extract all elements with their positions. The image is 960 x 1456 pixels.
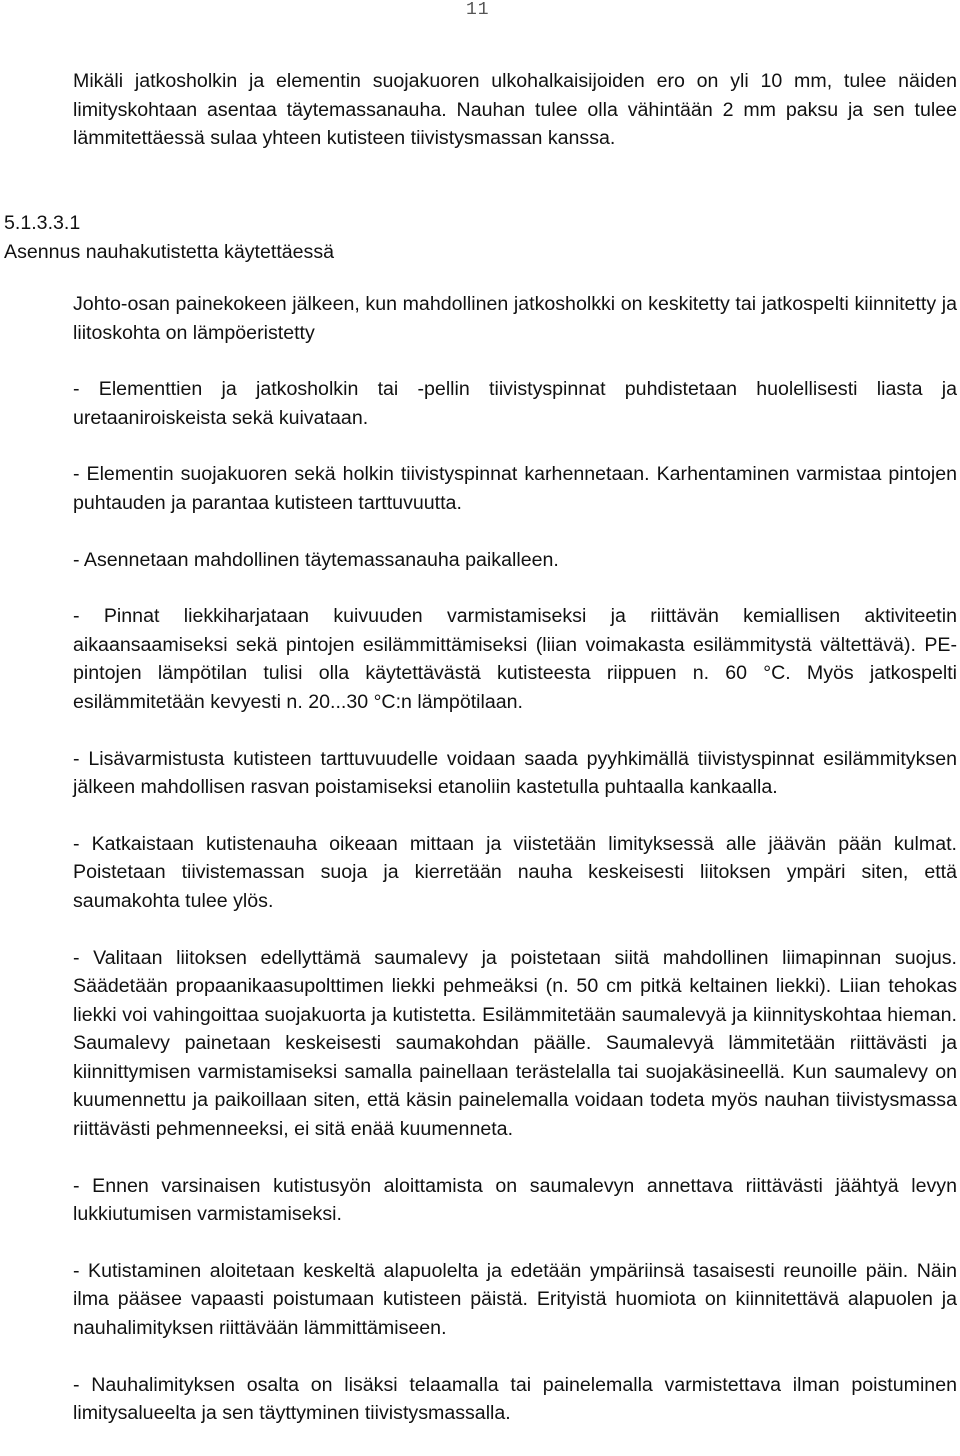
paragraph-step-ethanol-wipe: - Lisävarmistusta kutisteen tarttuvuudelle voidaan saada pyyhkimällä tiivistyspinnat esilämmityksen jälkeen mahdollisen rasvan poistamiseksi etanoliin kastetulla puhtaalla kankaalla. [73,747,957,799]
paragraph-step-overlap-roll: - Nauhalimityksen osalta on lisäksi telaamalla tai painelemalla varmistettava ilman poistuminen limitysalueelta ja sen täyttyminen tiivistysmassalla. [73,1373,957,1425]
paragraph-step-seam-plate: - Valitaan liitoksen edellyttämä saumalevy ja poistetaan siitä mahdollinen liimapinnan suojus. Säädetään propaanikaasupolttimen liekki pehmeäksi (n. 50 cm pitkä keltainen liekki). Liian tehokas liekki voi vahingoittaa suojakuorta ja kutistetta. Esilämmitetään saumalevyä ja kiinnityskohtaa hieman. Saumalevy painetaan keskeisesti saumakohdan päälle. Saumalevyä lämmitetään riittävästi ja kiinnittymisen varmistamiseksi samalla painellaan terästelalla tai suojakäsineellä. Kun saumalevy on kuumennettu ja paikoillaan siten, että käsin painelemalla voidaan todeta myös nauhan tiivistysmassa riittävästi pehmenneeksi, ei sitä enää kuumenneta. [73,946,957,1141]
paragraph-step-shrinking: - Kutistaminen aloitetaan keskeltä alapuolelta ja edetään ympäriinsä tasaisesti reunoille päin. Näin ilma pääsee vapaasti poistumaan kutisteen päistä. Erityistä huomiota on kiinnitettävä alapuolen ja nauhalimityksen riittävään lämmittämiseen. [73,1259,957,1340]
intro-paragraph: Mikäli jatkosholkin ja elementin suojakuoren ulkohalkaisijoiden ero on yli 10 mm, tulee näiden limityskohtaan asentaa täytemassanauha. Nauhan tulee olla vähintään 2 mm paksu ja sen tulee lämmitettäessä sulaa yhteen kutisteen tiivistysmassan kanssa. [73,70,957,150]
page-number: 11 [466,0,490,20]
paragraph-step-flame-brush: - Pinnat liekkiharjataan kuivuuden varmistamiseksi ja riittävän kemiallisen aktiviteetin aikaansaamiseksi sekä pintojen esilämmittämiseksi (liian voimakasta esilämmitystä vältettävä). PE-pintojen lämpötilan tulisi olla käytettävästä kutisteesta riippuen n. 60 °C. Myös jatkospelti esilämmitetään kevyesti n. 20...30 °C:n lämpötilaan. [73,605,957,713]
section-title: Asennus nauhakutistetta käytettäessä [4,240,335,263]
paragraph-intro-condition: Johto-osan painekokeen jälkeen, kun mahdollinen jatkosholkki on keskitetty tai jatkospelti kiinnitetty ja liitoskohta on lämpöeristetty [73,293,957,344]
paragraph-step-cooling: - Ennen varsinaisen kutistusyön aloittamista on saumalevyn annettava riittävästi jäähtyä levyn lukkiutumisen varmistamiseksi. [73,1174,957,1226]
section-number: 5.1.3.3.1 [4,212,81,234]
paragraph-step-filler-tape: - Asennetaan mahdollinen täytemassanauha paikalleen. [73,548,559,571]
section-body [73,290,957,1456]
intro-block [73,67,957,181]
paragraph-step-clean: - Elementtien ja jatkosholkin tai -pellin tiivistyspinnat puhdistetaan huolellisesti liasta ja uretaaniroiskeista sekä kuivataan. [73,378,957,429]
section-heading [4,209,484,266]
paragraph-step-roughen: - Elementin suojakuoren sekä holkin tiivistyspinnat karhennetaan. Karhentaminen varmistaa pintojen puhtauden ja parantaa kutisteen tarttuvuutta. [73,463,957,514]
paragraph-step-cut-tape: - Katkaistaan kutistenauha oikeaan mittaan ja viistetään limityksessä alle jäävän pään kulmat. Poistetaan tiivistemassan suoja ja kierretään nauha keskeisesti liitoksen ympäri siten, että saumakohta tulee ylös. [73,832,957,912]
